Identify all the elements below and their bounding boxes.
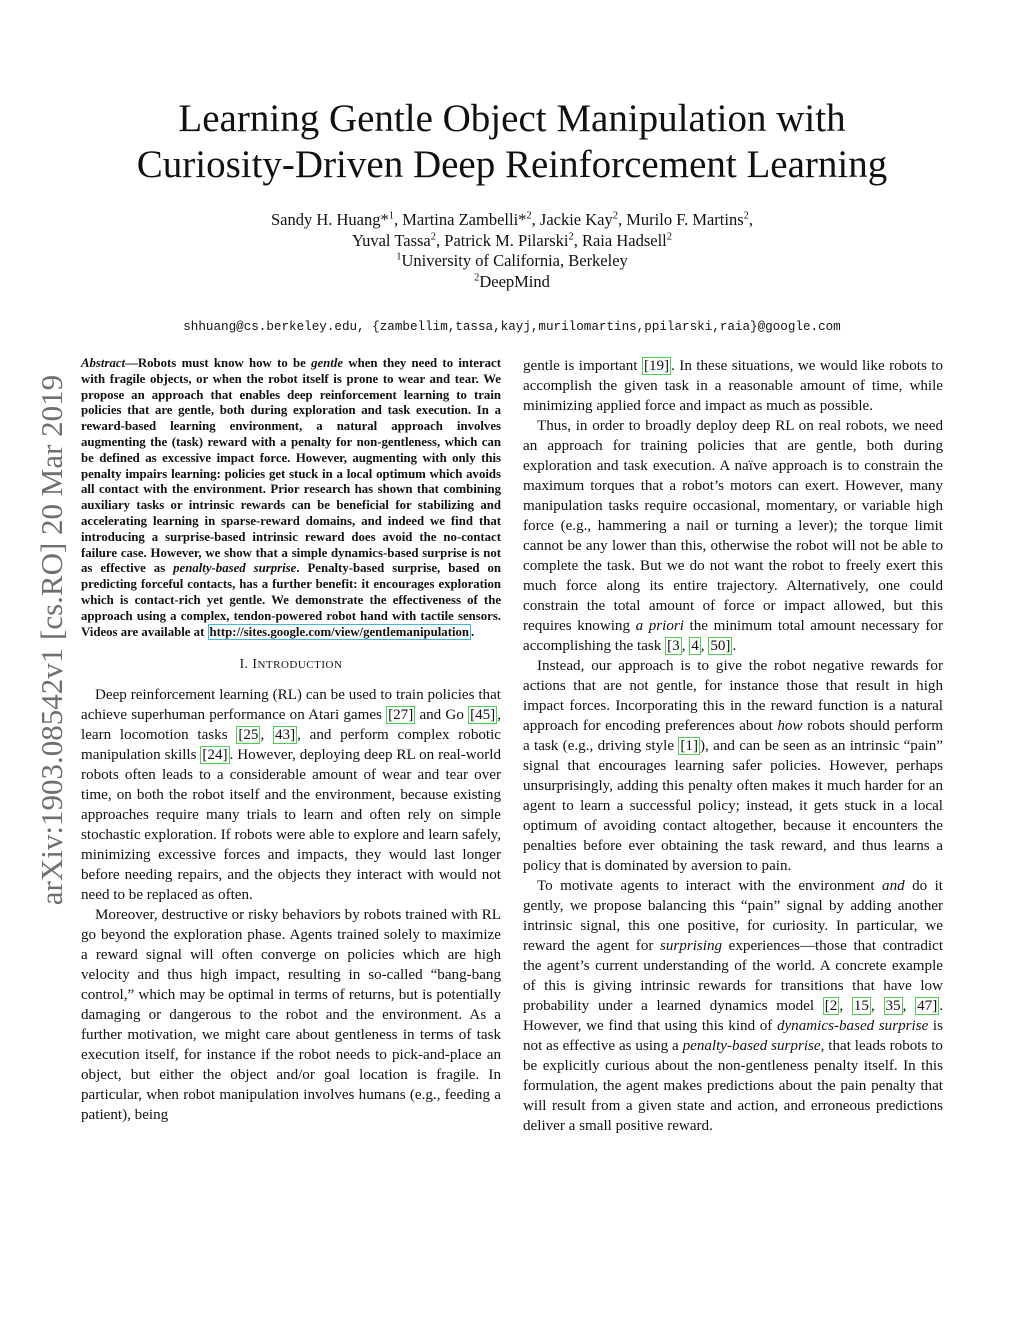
intro-paragraph-2: Moreover, destructive or risky behaviors by robots trained with RL go beyond the exploration phase. Agents trained solely to maximize a reward signal will often converge on policies which are high velocity and thus high impact, resulting in so-called “bang-bang control,” which may be optimal in terms of returns, but is potentially damaging or dangerous to the robot and the environment. As a further motivation, we might care about gentleness in terms of task execution itself, for instance if the robot needs to pick-and-place an object, but either the object and/or goal location is fragile. In particular, when robot manipulation involves humans (e.g., feeding a patient), being: [81, 907, 501, 1124]
section-title-initial: I: [252, 656, 258, 672]
section-title-rest: NTRODUCTION: [257, 659, 343, 672]
citation-link[interactable]: 43]: [275, 727, 296, 744]
citation-link[interactable]: 15: [853, 998, 869, 1014]
body-text: Thus, in order to broadly deploy deep RL on real robots, we need an approach for training policies that are gentle, both during exploration and task execution. A naïve approach is to constrain the maximum torques that a robot’s motors can exert. However, many manipulation tasks require occasional, momentary, or variable high force (e.g., hammering a nail or turning a lever); the torque limit cannot be any lower than this, otherwise the robot will not be able to complete the task. But we do not want the robot to freely exert this much force along its entire trajectory. Alternatively, one could constrain the total amount of force or impact allowed, but this requires knowing: [523, 418, 943, 634]
author-emails: shhuang@cs.berkeley.edu, {zambellim,tassa,kayj,murilomartins,ppilarski,raia}@google.com: [183, 320, 841, 334]
abstract-text: when they need to interact with fragile objects, or when the robot itself is prone to wear and tear. We propose an approach that enables deep reinforcement learning to train policies that are gentle, both during exploration and task execution. In a reward-based learning environment, a natural approach involves augmenting the (task) reward with a penalty for non-gentleness, which can be defined as excessive impact force. However, augmenting with only this penalty impairs learning: policies get stuck in a local optimum which avoids all contact with the environment. Prior research has shown that combining auxiliary tasks or intrinsic rewards can be beneficial for stabilizing and accelerating learning in sparse-reward domains, and indeed we find that introducing a surprise-based intrinsic reward does avoid the no-contact failure case. However, we show that a simple dynamics-based surprise is not as effective as: [81, 356, 502, 576]
author-block: [80, 210, 944, 292]
body-text: ,: [681, 638, 690, 654]
body-emphasis: surprising: [660, 938, 723, 954]
body-text: gentle is important: [523, 358, 642, 374]
affiliation-name: DeepMind: [479, 271, 550, 291]
body-emphasis: how: [777, 718, 803, 734]
body-emphasis: and: [882, 878, 905, 894]
section-heading-introduction: [81, 654, 501, 675]
citation-link[interactable]: [3: [667, 638, 680, 654]
author-name: Raia Hadsell: [581, 230, 667, 250]
author-name: Martina Zambelli*: [402, 210, 527, 229]
right-column: [523, 356, 943, 1136]
citation-link[interactable]: 35: [885, 998, 901, 1014]
body-text: . However, deploying deep RL on real-world robots often leads to a considerable amount of wear and tear over time, on both the robot itself and the environment, because existing approaches require many trials to learn and often rely on simple stochastic exploration. If robots were able to explore and learn safely, minimizing excessive forces and impacts, they would last longer before needing repairs, and the objects they interact with would not need to be replaced as often.: [81, 747, 501, 904]
affiliation-mark: 2: [568, 231, 574, 242]
author-name: Jackie Kay: [539, 210, 613, 229]
author-line-1: Sandy H. Huang*$^1$, Martina Zambelli*$^2$, Jackie Kay$^2$, Murilo F. Martins$^2$,: [270, 210, 754, 229]
intro-paragraph-5: [523, 876, 943, 1136]
citation-link[interactable]: [27]: [388, 707, 414, 724]
body-text: robots should perform a task (e.g., driving style: [523, 718, 943, 754]
citation-link[interactable]: [1]: [680, 738, 699, 754]
author-name: Murilo F. Martins: [626, 210, 744, 229]
abstract-emphasis: penalty-based surprise: [173, 561, 297, 576]
affiliation-mark: 2: [666, 231, 672, 242]
body-text: To motivate agents to interact with the environment: [537, 878, 883, 894]
abstract-text: —Robots must know how to be: [125, 356, 312, 370]
body-text: ), and can be seen as an intrinsic “pain” signal that encourages learning safer policies. However, perhaps unsurprisingly, adding this penalty often makes it much harder for an agent to learn a successful policy; instead, it gets stuck in a local optimum of avoiding contact altogether, because it encounters the penalties before ever obtaining the task reward, and thus learns a policy that is dominated by aversion to pain.: [523, 738, 943, 874]
body-text: .: [732, 638, 737, 654]
citation-link[interactable]: [2: [824, 998, 838, 1014]
abstract-emphasis: gentle: [311, 356, 344, 370]
body-text: , that leads robots to be explicitly curious about the non-gentleness penalty itself. In this formulation, the agent makes predictions about the pain penalty that will result from a given state and action, and erroneous predictions deliver a small positive reward.: [523, 1038, 943, 1134]
affiliation-mark: 2: [474, 272, 480, 283]
body-text: do it gently, we propose balancing this “pain” signal by adding another intrinsic signal, this one positive, for curiosity. In particular, we reward the agent for: [523, 878, 943, 954]
project-video-link[interactable]: http://sites.google.com/view/gentlemanipulation: [209, 624, 470, 639]
affiliation-mark: 2: [743, 210, 749, 222]
body-text: experiences—those that contradict the agent’s current understanding of the world. A concrete example of this is giving intrinsic rewards for transitions that have low probability under a learned dynamics model: [523, 938, 944, 1014]
intro-paragraph-4: [523, 656, 943, 876]
body-text: ,: [260, 727, 273, 744]
affiliation-1: [80, 251, 944, 272]
citation-link[interactable]: 50]: [710, 638, 731, 654]
body-text: . However, we find that using this kind of: [523, 998, 944, 1034]
body-emphasis: penalty-based surprise: [682, 1038, 821, 1054]
citation-link[interactable]: 47]: [917, 998, 938, 1014]
affiliation-mark: 1: [396, 251, 402, 263]
body-text: . In these situations, we would like robots to accomplish the given task in a reasonable amount of time, while minimizing applied force and impact as much as possible.: [523, 358, 943, 414]
intro-paragraph-2-continued: [523, 356, 943, 416]
section-number: I.: [239, 656, 253, 672]
affiliation-2: [80, 272, 944, 293]
abstract-label: Abstract: [81, 356, 126, 370]
affiliation-mark: 2: [430, 231, 437, 242]
abstract-text: .: [471, 624, 475, 639]
author-line-2: Yuval Tassa$^2$, Patrick M. Pilarski$^2$, Raia Hadsell$^2$: [352, 230, 672, 250]
abstract: [81, 356, 501, 640]
body-text: is not as effective as using a: [523, 1018, 943, 1054]
body-text: Deep reinforcement learning (RL) can be used to train policies that achieve superhuman performance on Atari games: [81, 687, 501, 724]
body-text: ,: [870, 998, 884, 1014]
affiliation-mark: 2: [612, 210, 618, 222]
citation-link[interactable]: [45]: [470, 707, 496, 724]
body-emphasis: a priori: [635, 618, 684, 634]
title-line-2: Curiosity-Driven Deep Reinforcement Learning: [136, 143, 888, 186]
body-text: ,: [700, 638, 709, 654]
arxiv-identifier: arXiv:1903.08542v1 [cs.RO] 20 Mar 2019: [34, 374, 69, 906]
citation-link[interactable]: [19]: [643, 358, 670, 374]
intro-paragraph-1: [81, 685, 501, 905]
citation-link[interactable]: [24]: [202, 747, 228, 764]
intro-paragraph-3: [523, 416, 943, 656]
body-text: , and perform complex robotic manipulation skills: [81, 727, 502, 764]
body-text: , learn locomotion tasks: [81, 707, 501, 744]
author-name: Yuval Tassa: [352, 230, 431, 250]
citation-link[interactable]: [25: [238, 727, 259, 744]
title-line-1: Learning Gentle Object Manipulation with: [178, 97, 846, 140]
citation-link[interactable]: 4: [691, 638, 699, 654]
affiliation-mark: 1: [388, 210, 394, 222]
body-text: ,: [902, 998, 916, 1014]
body-text: ,: [839, 998, 852, 1014]
body-text: and Go: [415, 707, 469, 724]
author-name: Patrick M. Pilarski: [444, 230, 569, 250]
body-text: the minimum total amount necessary for accomplishing the task: [523, 618, 943, 654]
paper-title: [80, 96, 944, 188]
author-name: Sandy H. Huang*: [270, 210, 389, 229]
left-column: [81, 356, 501, 1125]
affiliation-name: University of California, Berkeley: [401, 251, 628, 270]
abstract-text: . Penalty-based surprise, based on predicting forceful contacts, has a further benefit: it encourages exploration which is contact-rich yet gentle. We demonstrate the effectiveness of the approach using a complex, tendon-powered robot hand with tactile sensors. Videos are available at: [81, 561, 502, 639]
body-emphasis: dynamics-based surprise: [776, 1018, 929, 1034]
affiliation-mark: 2: [526, 210, 532, 222]
body-text: Instead, our approach is to give the robot negative rewards for actions that are not gentle, for instance those that result in high impact forces. Incorporating this in the reward function is a natural approach for encoding preferences about: [523, 658, 943, 734]
